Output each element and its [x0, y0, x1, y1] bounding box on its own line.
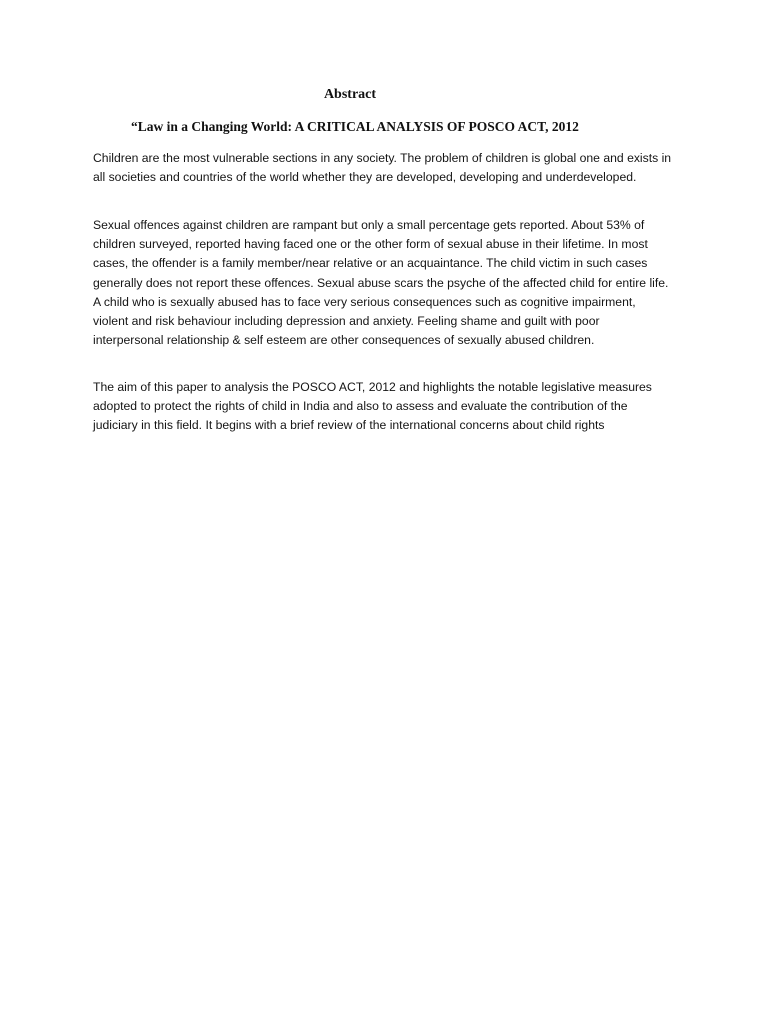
abstract-heading: Abstract: [323, 87, 377, 102]
paragraph-1: Children are the most vulnerable sections in any society. The problem of children is global one and exists in all societies and countries of the world whether they are developed, developing and underdeveloped.: [93, 151, 672, 185]
paragraph-2: Sexual offences against children are rampant but only a small percentage gets reported. About 53% of children surveyed, reported having faced one or the other form of sexual abuse in their lifetime. In most cases, the offender is a family member/near relative or an acquaintance. The child victim in such cases generally does not report these offences. Sexual abuse scars the psyche of the affected child for entire life. A child who is sexually abused has to face very serious consequences such as cognitive impairment, violent and risk behaviour including depression and anxiety. Feeling shame and guilt with poor interpersonal relationship & self esteem are other consequences of sexually abused children.: [93, 218, 669, 348]
paragraph-3: The aim of this paper to analysis the POSCO ACT, 2012 and highlights the notable legislative measures adopted to protect the rights of child in India and also to assess and evaluate the contribution of the judiciary in this field. It begins with a brief review of the international concerns about child rights: [93, 380, 652, 433]
paper-title: “Law in a Changing World: A CRITICAL ANALYSIS OF POSCO ACT, 2012: [131, 119, 579, 134]
